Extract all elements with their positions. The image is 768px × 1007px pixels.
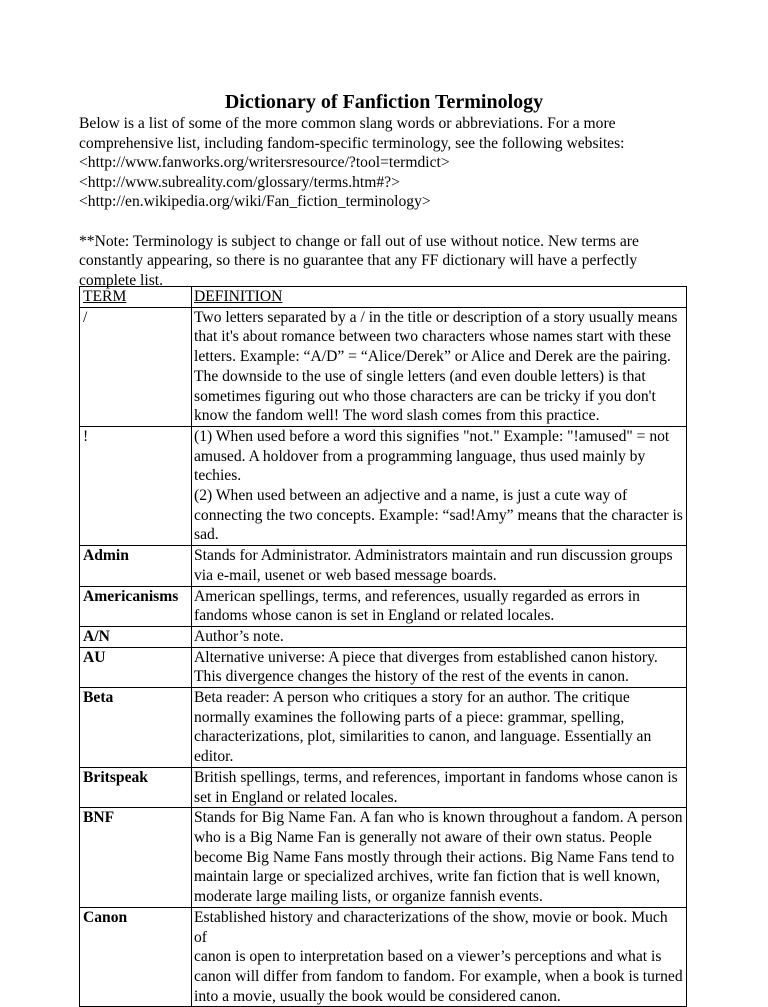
intro-link: <http://www.subreality.com/glossary/terms.htm#?> <box>79 173 400 191</box>
header-definition: DEFINITION <box>192 287 687 308</box>
term-cell: A/N <box>80 626 192 647</box>
definition-cell <box>192 688 687 768</box>
definition-line: amused. A holdover from a programming language, thus used mainly by <box>194 447 646 465</box>
definition-cell <box>192 307 687 426</box>
definition-line: maintain large or specialized archives, write fan fiction that is well known, <box>194 868 661 886</box>
definition-line: connecting the two concepts. Example: “sad!Amy” means that the character is <box>194 506 683 524</box>
table-row <box>80 546 687 586</box>
definition-cell <box>192 907 687 1007</box>
intro-line: comprehensive list, including fandom-specific terminology, see the following websites: <box>79 134 625 152</box>
definition-line: letters. Example: “A/D” = “Alice/Derek” or Alice and Derek are the pairing. <box>194 348 671 366</box>
intro-paragraph <box>79 114 699 212</box>
definition-line: editor. <box>194 748 234 766</box>
table-row <box>80 307 687 426</box>
table-header-row <box>80 287 687 308</box>
terminology-table <box>79 286 687 1007</box>
term-cell: Beta <box>80 688 192 768</box>
intro-section <box>79 114 699 290</box>
definition-line: via e-mail, usenet or web based message boards. <box>194 566 497 584</box>
term-cell: / <box>80 307 192 426</box>
definition-line: moderate large mailing lists, or organize fannish events. <box>194 888 543 906</box>
definition-line: Alternative universe: A piece that diverges from established canon history. <box>194 648 658 666</box>
definition-line: set in England or related locales. <box>194 788 398 806</box>
definition-cell <box>192 767 687 807</box>
definition-line: become Big Name Fans mostly through their actions. Big Name Fans tend to <box>194 848 675 866</box>
definition-line: (1) When used before a word this signifies "not." Example: "!amused" = not <box>194 427 670 445</box>
definition-line: Established history and characterizations of the show, movie or book. Much of <box>194 908 668 946</box>
definition-line: techies. <box>194 467 242 485</box>
definition-line: (2) When used between an adjective and a name, is just a cute way of <box>194 487 628 505</box>
table-row <box>80 808 687 908</box>
definition-line: British spellings, terms, and references, important in fandoms whose canon is <box>194 768 678 786</box>
definition-line: into a movie, usually the book would be considered canon. <box>194 987 561 1005</box>
document-title: Dictionary of Fanfiction Terminology <box>224 91 544 113</box>
definition-cell <box>192 546 687 586</box>
definition-line: fandoms whose canon is set in England or related locales. <box>194 607 555 625</box>
definition-line: Author’s note. <box>194 627 284 645</box>
definition-line: sad. <box>194 526 219 544</box>
term-cell: AU <box>80 647 192 687</box>
note-line: **Note: Terminology is subject to change or fall out of use without notice. New terms are <box>79 232 639 250</box>
definition-line: know the fandom well! The word slash comes from this practice. <box>194 407 600 425</box>
term-cell: Canon <box>80 907 192 1007</box>
table-row <box>80 907 687 1007</box>
terminology-table-body <box>80 287 687 1007</box>
definition-line: Beta reader: A person who critiques a story for an author. The critique <box>194 689 630 707</box>
definition-line: This divergence changes the history of the rest of the events in canon. <box>194 668 629 686</box>
term-cell: Americanisms <box>80 586 192 626</box>
table-row <box>80 647 687 687</box>
definition-line: that it's about romance between two characters whose names start with these <box>194 328 671 346</box>
term-cell: Britspeak <box>80 767 192 807</box>
definition-line: who is a Big Name Fan is generally not aware of their own status. People <box>194 828 652 846</box>
term-cell: Admin <box>80 546 192 586</box>
definition-cell <box>192 586 687 626</box>
term-cell: BNF <box>80 808 192 908</box>
definition-cell <box>192 426 687 545</box>
table-row <box>80 688 687 768</box>
header-term: TERM <box>80 287 192 308</box>
definition-line: characterizations, plot, similarities to canon, and language. Essentially an <box>194 728 652 746</box>
note-paragraph <box>79 232 699 291</box>
definition-cell <box>192 808 687 908</box>
intro-line: Below is a list of some of the more common slang words or abbreviations. For a more <box>79 115 616 132</box>
definition-cell <box>192 626 687 647</box>
table-row <box>80 426 687 545</box>
definition-line: normally examines the following parts of a piece: grammar, spelling, <box>194 708 625 726</box>
definition-cell <box>192 647 687 687</box>
table-row <box>80 626 687 647</box>
definition-line: sometimes figuring out who those characters are can be tricky if you don't <box>194 387 656 405</box>
note-line: complete list. <box>79 271 164 289</box>
definition-line: Two letters separated by a / in the title or description of a story usually means <box>194 308 678 326</box>
table-row <box>80 586 687 626</box>
definition-line: Stands for Administrator. Administrators maintain and run discussion groups <box>194 547 673 565</box>
definition-line: The downside to the use of single letters (and even double letters) is that <box>194 367 646 385</box>
term-cell: ! <box>80 426 192 545</box>
definition-line: American spellings, terms, and references, usually regarded as errors in <box>194 587 640 605</box>
definition-line: canon is open to interpretation based on a viewer’s perceptions and what is <box>194 948 662 966</box>
definition-line: canon will differ from fandom to fandom. For example, when a book is turned <box>194 967 683 985</box>
table-row <box>80 767 687 807</box>
note-line: constantly appearing, so there is no guarantee that any FF dictionary will have a perfectly <box>79 252 638 270</box>
intro-link: <http://www.fanworks.org/writersresource/?tool=termdict> <box>79 154 450 172</box>
intro-link: <http://en.wikipedia.org/wiki/Fan_fiction_terminology> <box>79 193 431 211</box>
definition-line: Stands for Big Name Fan. A fan who is known throughout a fandom. A person <box>194 809 683 827</box>
